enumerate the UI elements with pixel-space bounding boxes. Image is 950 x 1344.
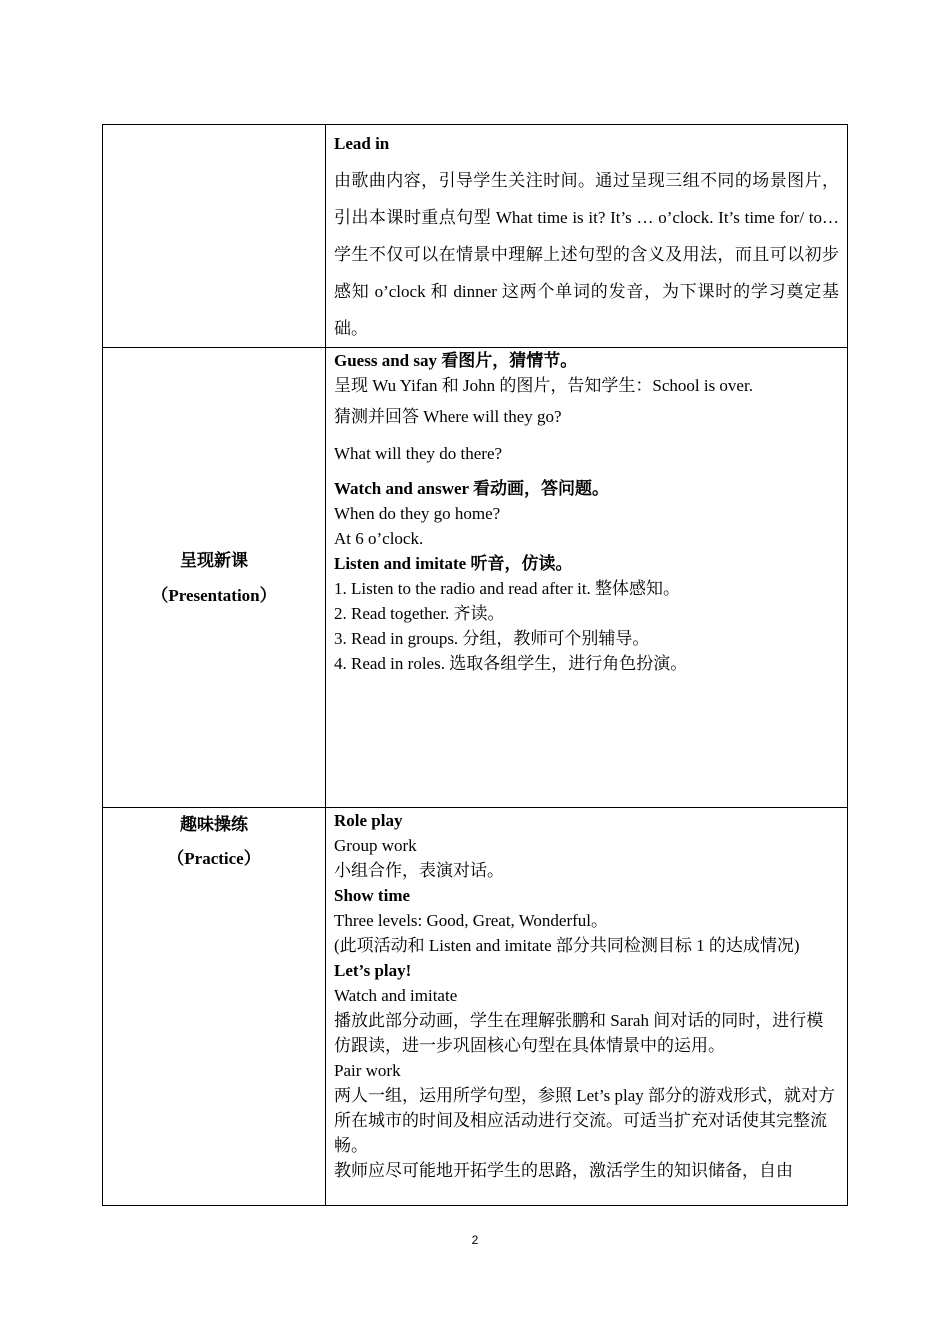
guess-line: 猜测并回答 Where will they go? [334,407,562,426]
stage-cell [103,125,326,348]
content-cell [326,125,848,348]
watch-line: When do they go home? [334,504,501,523]
stage-title-en: （Practice） [167,849,261,868]
show-time-title: Show time [334,886,411,905]
stage-title-en: （Presentation） [151,585,277,605]
table-row [103,125,848,348]
content-cell [326,808,848,1206]
role-line: 小组合作，表演对话。 [334,861,504,880]
lead-in-text: 由歌曲内容，引导学生关注时间。通过呈现三组不同的场景图片，引出本课时重点句型 What time is it? It’s … o’clock. It’s time for/ to… 学生不仅可以在情景中理解上述句型的含义及用法，而且可以初步感知 o’clock 和 dinner 这两个单词的发音，为下课时的学习奠定基础。 [334,171,839,338]
role-play-title: Role play [334,811,403,830]
guess-title: Guess and say 看图片，猜情节。 [334,351,578,370]
stage-cell [103,348,326,808]
table-row [103,808,848,1206]
watch-line: At 6 o’clock. [334,529,424,548]
role-line: Group work [334,836,417,855]
stage-title: 呈现新课 [180,550,248,570]
watch-title: Watch and answer 看动画，答问题。 [334,479,610,498]
listen-title: Listen and imitate 听音，仿读。 [334,554,573,573]
play-line: 两人一组，运用所学句型，参照 Let’s play 部分的游戏形式，就对方所在城市的时间及相应活动进行交流。可适当扩充对话使其完整流畅。 [334,1086,836,1155]
listen-line: 4. Read in roles. 选取各组学生，进行角色扮演。 [334,654,688,673]
listen-line: 1. Listen to the radio and read after it. 整体感知。 [334,579,681,598]
page-number: 2 [471,1233,479,1247]
show-line: (此项活动和 Listen and imitate 部分共同检测目标 1 的达成情况) [334,936,800,955]
play-line: Watch and imitate [334,986,458,1005]
show-line: Three levels: Good, Great, Wonderful。 [334,911,609,930]
stage-title: 趣味操练 [180,815,248,834]
guess-line: 呈现 Wu Yifan 和 John 的图片，告知学生：School is over. [334,376,753,395]
content-cell [326,348,848,808]
listen-line: 3. Read in groups. 分组，教师可个别辅导。 [334,629,650,648]
table-row [103,348,848,808]
stage-cell [103,808,326,1206]
listen-line: 2. Read together. 齐读。 [334,604,505,623]
lead-in-title: Lead in [334,134,390,153]
lets-play-title: Let’s play! [334,961,412,980]
guess-line: What will they do there? [334,444,503,463]
lesson-plan-table [102,124,848,1206]
play-line: Pair work [334,1061,401,1080]
play-line: 教师应尽可能地开拓学生的思路，激活学生的知识储备，自由 [334,1161,793,1180]
play-line: 播放此部分动画，学生在理解张鹏和 Sarah 间对话的同时，进行模仿跟读，进一步巩固核心句型在具体情景中的运用。 [334,1011,824,1055]
